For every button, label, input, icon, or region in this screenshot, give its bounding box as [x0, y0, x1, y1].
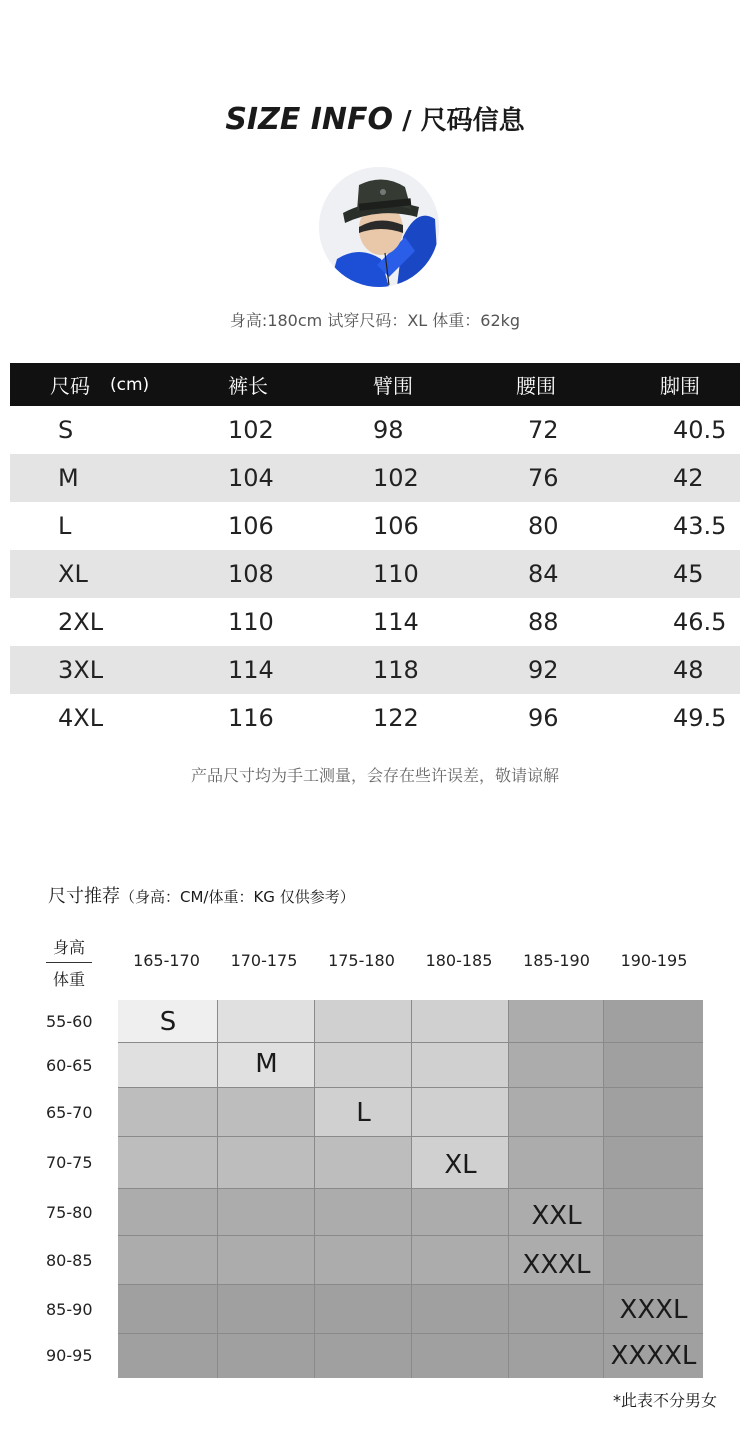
grid-cell [118, 1285, 218, 1334]
table-cell: 114 [228, 656, 274, 684]
table-row [10, 598, 740, 646]
grid-cell [118, 1334, 218, 1378]
weight-range: 55-60 [46, 1011, 93, 1031]
grid-cell [315, 1000, 412, 1043]
weight-range: 60-65 [46, 1055, 93, 1075]
recommendation-grid [118, 1000, 703, 1378]
table-cell: 76 [528, 464, 559, 492]
grid-cell [218, 1000, 315, 1043]
grid-cell [315, 1236, 412, 1285]
height-range: 190-195 [620, 951, 688, 970]
header-length: 裤长 [228, 374, 268, 398]
size-table [10, 363, 740, 742]
table-cell: 4XL [58, 704, 104, 732]
table-cell: 104 [228, 464, 274, 492]
table-cell: 72 [528, 416, 559, 444]
grid-cell [315, 1334, 412, 1378]
grid-cell [604, 1000, 703, 1043]
grid-cell [509, 1285, 604, 1334]
grid-cell [218, 1189, 315, 1236]
table-cell: 96 [528, 704, 559, 732]
table-cell: 42 [673, 464, 704, 492]
grid-cell [604, 1088, 703, 1137]
page-title [0, 100, 750, 137]
table-cell: 114 [373, 608, 419, 636]
grid-cell [218, 1285, 315, 1334]
title-english: SIZE INFO [225, 102, 394, 137]
model-portrait-icon [319, 167, 439, 287]
axis-height-label: 身高 [52, 938, 85, 957]
recommended-size-label: XXL [531, 1200, 582, 1231]
grid-cell [412, 1189, 509, 1236]
recommendation-heading: 尺寸推荐 [48, 886, 120, 907]
table-row [10, 502, 740, 550]
height-range: 185-190 [523, 951, 590, 970]
grid-cell [604, 1043, 703, 1088]
height-range: 165-170 [133, 951, 200, 970]
grid-cell [218, 1137, 315, 1189]
grid-cell [118, 1043, 218, 1088]
grid-cell [412, 1334, 509, 1378]
table-cell: XL [58, 560, 88, 588]
table-cell: 102 [228, 416, 274, 444]
axis-weight-label: 体重 [52, 970, 85, 989]
grid-cell [412, 1000, 509, 1043]
weight-range: 85-90 [46, 1299, 93, 1319]
header-arm: 臂围 [373, 374, 413, 398]
table-cell: 40.5 [673, 416, 727, 444]
weight-range: 80-85 [46, 1250, 93, 1270]
grid-cell [118, 1137, 218, 1189]
table-cell: 84 [528, 560, 559, 588]
weight-range: 65-70 [46, 1102, 93, 1122]
table-cell: 45 [673, 560, 704, 588]
table-cell: 43.5 [673, 512, 727, 540]
grid-cell [412, 1236, 509, 1285]
table-row [10, 454, 740, 502]
table-cell: 102 [373, 464, 419, 492]
recommendation-subtitle: （身高：CM/体重：KG 仅供参考） [120, 888, 355, 906]
height-range: 180-185 [425, 951, 493, 970]
grid-cell [604, 1236, 703, 1285]
table-cell: 46.5 [673, 608, 727, 636]
table-cell: M [58, 464, 79, 492]
table-cell: L [58, 512, 72, 540]
table-cell: 2XL [58, 608, 104, 636]
header-ankle: 脚围 [660, 374, 700, 398]
table-cell: 122 [373, 704, 419, 732]
table-cell: 49.5 [673, 704, 727, 732]
weight-range: 75-80 [46, 1202, 93, 1222]
table-cell: 116 [228, 704, 274, 732]
model-info: 身高:180cm 试穿尺码：XL 体重：62kg [229, 311, 521, 330]
table-row [10, 694, 740, 742]
grid-cell [509, 1000, 604, 1043]
header-size-label: 尺码 [50, 374, 90, 398]
grid-cell [412, 1285, 509, 1334]
table-cell: 106 [373, 512, 419, 540]
recommended-size-label: XXXXL [610, 1341, 697, 1371]
grid-cell [315, 1189, 412, 1236]
grid-cell [509, 1088, 604, 1137]
footnote: *此表不分男女 [612, 1391, 717, 1410]
title-chinese: 尺码信息 [420, 106, 525, 136]
size-table-header [10, 363, 740, 406]
grid-cell [218, 1334, 315, 1378]
table-row [10, 550, 740, 598]
grid-cell [315, 1285, 412, 1334]
recommendation-title [48, 882, 355, 908]
title-separator: / [393, 106, 421, 136]
recommended-size-label: M [255, 1048, 278, 1079]
table-row [10, 646, 740, 694]
recommended-size-label: XL [444, 1150, 477, 1180]
height-range: 170-175 [230, 951, 298, 970]
measurement-note: 产品尺寸均为手工测量，会存在些许误差，敬请谅解 [190, 766, 559, 785]
header-unit: (cm) [110, 374, 150, 395]
weight-range: 70-75 [46, 1153, 93, 1172]
grid-cell [118, 1088, 218, 1137]
table-cell: 48 [673, 656, 704, 684]
table-cell: 92 [528, 656, 559, 684]
recommended-size-label: XXXL [619, 1294, 688, 1325]
grid-cell [509, 1043, 604, 1088]
grid-cell [118, 1236, 218, 1285]
table-cell: 98 [373, 416, 404, 444]
grid-cell [509, 1137, 604, 1189]
grid-cell [604, 1189, 703, 1236]
grid-cell [315, 1043, 412, 1088]
grid-cell [604, 1137, 703, 1189]
table-cell: 3XL [58, 656, 104, 684]
table-cell: 80 [528, 512, 559, 540]
header-size [50, 363, 149, 406]
grid-cell [218, 1236, 315, 1285]
recommended-size-label: XXXL [522, 1249, 591, 1280]
table-cell: 106 [228, 512, 274, 540]
header-waist: 腰围 [516, 374, 556, 398]
recommended-size-label: S [159, 1006, 177, 1037]
grid-cell [509, 1334, 604, 1378]
table-cell: 88 [528, 608, 559, 636]
grid-cell [412, 1088, 509, 1137]
grid-cell [412, 1043, 509, 1088]
weight-range: 90-95 [46, 1346, 93, 1365]
axis-divider [46, 962, 92, 963]
height-range: 175-180 [328, 951, 395, 970]
grid-cell [118, 1189, 218, 1236]
recommended-size-label: L [356, 1097, 371, 1128]
table-cell: 110 [228, 608, 274, 636]
model-avatar [319, 167, 439, 287]
grid-cell [218, 1088, 315, 1137]
size-table-body [10, 406, 740, 742]
table-cell: 118 [373, 656, 419, 684]
table-cell: 108 [228, 560, 274, 588]
grid-cell [315, 1137, 412, 1189]
table-row [10, 406, 740, 454]
table-cell: 110 [373, 560, 419, 588]
table-cell: S [58, 416, 74, 444]
